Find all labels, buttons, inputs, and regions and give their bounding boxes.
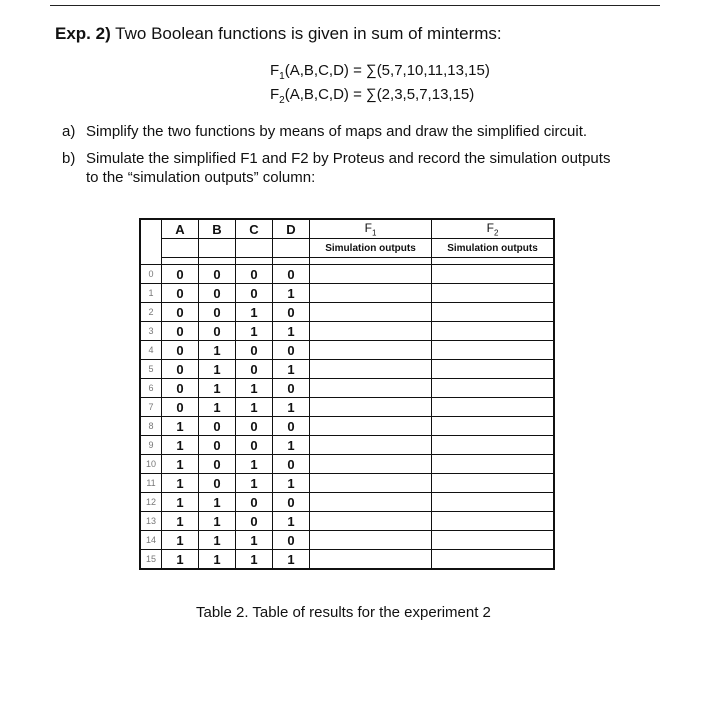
row-index: 7 xyxy=(140,398,162,417)
f1-output-cell[interactable] xyxy=(310,474,432,493)
top-rule xyxy=(50,5,660,6)
f1-output-cell[interactable] xyxy=(310,550,432,570)
cell-a: 0 xyxy=(162,360,199,379)
f1-output-cell[interactable] xyxy=(310,455,432,474)
table-row xyxy=(140,341,554,360)
cell-b: 0 xyxy=(199,322,236,341)
cell-d: 1 xyxy=(273,512,310,531)
table-row xyxy=(140,265,554,284)
item-b-line1: Simulate the simplified F1 and F2 by Proteus and record the simulation outputs xyxy=(86,150,611,167)
cell-a: 0 xyxy=(162,379,199,398)
cell-c: 1 xyxy=(236,303,273,322)
row-index: 15 xyxy=(140,550,162,570)
index-header xyxy=(140,219,162,239)
row-index: 4 xyxy=(140,341,162,360)
cell-d: 1 xyxy=(273,398,310,417)
equation-f2 xyxy=(270,86,723,106)
f2-sim-label: Simulation outputs xyxy=(432,239,555,258)
cell-a: 1 xyxy=(162,474,199,493)
cell-a: 1 xyxy=(162,436,199,455)
cell-c: 1 xyxy=(236,550,273,570)
cell-a: 0 xyxy=(162,265,199,284)
f1-output-cell[interactable] xyxy=(310,360,432,379)
cell-d: 0 xyxy=(273,303,310,322)
cell-d: 0 xyxy=(273,379,310,398)
cell-d: 0 xyxy=(273,341,310,360)
row-index: 10 xyxy=(140,455,162,474)
f2-output-cell[interactable] xyxy=(432,265,555,284)
cell-b: 1 xyxy=(199,550,236,570)
cell-a: 0 xyxy=(162,341,199,360)
f2-output-cell[interactable] xyxy=(432,341,555,360)
cell-d: 1 xyxy=(273,360,310,379)
cell-d: 1 xyxy=(273,322,310,341)
cell-c: 0 xyxy=(236,493,273,512)
f2-output-cell[interactable] xyxy=(432,322,555,341)
f1-sim-label: Simulation outputs xyxy=(310,239,432,258)
f1-output-cell[interactable] xyxy=(310,417,432,436)
cell-a: 1 xyxy=(162,417,199,436)
item-a-label: a) xyxy=(62,123,76,140)
item-a-text: Simplify the two functions by means of maps and draw the simplified circuit. xyxy=(86,123,588,140)
cell-c: 1 xyxy=(236,379,273,398)
f2-output-cell[interactable] xyxy=(432,436,555,455)
cell-b: 0 xyxy=(199,474,236,493)
cell-b: 0 xyxy=(199,455,236,474)
table-row xyxy=(140,398,554,417)
cell-c: 0 xyxy=(236,512,273,531)
f1-output-cell[interactable] xyxy=(310,341,432,360)
row-index: 3 xyxy=(140,322,162,341)
f2-output-cell[interactable] xyxy=(432,455,555,474)
table-row xyxy=(140,474,554,493)
row-index: 2 xyxy=(140,303,162,322)
cell-b: 0 xyxy=(199,284,236,303)
row-index: 9 xyxy=(140,436,162,455)
cell-c: 0 xyxy=(236,341,273,360)
row-index: 6 xyxy=(140,379,162,398)
f1-output-cell[interactable] xyxy=(310,493,432,512)
item-b-line2: to the “simulation outputs” column: xyxy=(86,169,316,186)
f1-output-cell[interactable] xyxy=(310,531,432,550)
table-row xyxy=(140,322,554,341)
experiment-text: Two Boolean functions is given in sum of minterms: xyxy=(115,24,502,43)
f1-output-cell[interactable] xyxy=(310,512,432,531)
table-row xyxy=(140,379,554,398)
table-row xyxy=(140,417,554,436)
table-row xyxy=(140,550,554,570)
table-row xyxy=(140,360,554,379)
cell-b: 1 xyxy=(199,512,236,531)
header-f2: $F_2$ xyxy=(432,219,555,239)
header-c: C xyxy=(236,219,273,239)
header-b: B xyxy=(199,219,236,239)
cell-c: 0 xyxy=(236,284,273,303)
cell-d: 1 xyxy=(273,284,310,303)
table-caption: Table 2. Table of results for the experiment 2 xyxy=(196,604,491,621)
f2-output-cell[interactable] xyxy=(432,303,555,322)
cell-d: 0 xyxy=(273,265,310,284)
cell-a: 0 xyxy=(162,322,199,341)
truth-table xyxy=(139,218,555,570)
row-index: 14 xyxy=(140,531,162,550)
equation-f1 xyxy=(270,62,723,82)
item-a xyxy=(62,122,587,141)
cell-a: 1 xyxy=(162,550,199,570)
cell-d: 0 xyxy=(273,417,310,436)
cell-a: 1 xyxy=(162,493,199,512)
f1-sub: 1 xyxy=(279,71,285,82)
f1-output-cell[interactable] xyxy=(310,265,432,284)
table-row xyxy=(140,436,554,455)
table-row xyxy=(140,455,554,474)
f2-sub: 2 xyxy=(279,95,285,106)
f2-output-cell[interactable] xyxy=(432,531,555,550)
cell-a: 1 xyxy=(162,512,199,531)
f2-output-cell[interactable] xyxy=(432,493,555,512)
cell-c: 1 xyxy=(236,474,273,493)
f2-output-cell[interactable] xyxy=(432,398,555,417)
cell-c: 1 xyxy=(236,398,273,417)
cell-b: 1 xyxy=(199,360,236,379)
row-index: 0 xyxy=(140,265,162,284)
cell-b: 1 xyxy=(199,379,236,398)
f2-output-cell[interactable] xyxy=(432,474,555,493)
cell-b: 1 xyxy=(199,398,236,417)
cell-d: 0 xyxy=(273,531,310,550)
cell-d: 0 xyxy=(273,455,310,474)
cell-c: 0 xyxy=(236,417,273,436)
cell-b: 0 xyxy=(199,436,236,455)
cell-c: 0 xyxy=(236,265,273,284)
header-d: D xyxy=(273,219,310,239)
f2-output-cell[interactable] xyxy=(432,512,555,531)
table-row xyxy=(140,493,554,512)
f1-output-cell[interactable] xyxy=(310,322,432,341)
f2-output-cell[interactable] xyxy=(432,284,555,303)
cell-a: 0 xyxy=(162,398,199,417)
f1-name: F xyxy=(270,62,280,79)
f2-output-cell[interactable] xyxy=(432,379,555,398)
cell-d: 0 xyxy=(273,493,310,512)
f1-output-cell[interactable] xyxy=(310,436,432,455)
table-row xyxy=(140,303,554,322)
table-row xyxy=(140,284,554,303)
f1-output-cell[interactable] xyxy=(310,303,432,322)
f1-output-cell[interactable] xyxy=(310,284,432,303)
cell-c: 0 xyxy=(236,436,273,455)
f2-output-cell[interactable] xyxy=(432,360,555,379)
cell-d: 1 xyxy=(273,550,310,570)
f2-name: F xyxy=(270,86,280,103)
f2-output-cell[interactable] xyxy=(432,417,555,436)
cell-b: 0 xyxy=(199,265,236,284)
item-b-label: b) xyxy=(62,150,76,167)
row-index: 11 xyxy=(140,474,162,493)
cell-a: 1 xyxy=(162,531,199,550)
f1-output-cell[interactable] xyxy=(310,398,432,417)
cell-c: 0 xyxy=(236,360,273,379)
cell-b: 0 xyxy=(199,303,236,322)
row-index: 13 xyxy=(140,512,162,531)
cell-c: 1 xyxy=(236,455,273,474)
cell-b: 1 xyxy=(199,493,236,512)
cell-b: 0 xyxy=(199,417,236,436)
table-row xyxy=(140,531,554,550)
cell-c: 1 xyxy=(236,322,273,341)
row-index: 5 xyxy=(140,360,162,379)
cell-b: 1 xyxy=(199,341,236,360)
cell-a: 0 xyxy=(162,284,199,303)
f2-minterms: (A,B,C,D) = ∑(2,3,5,7,13,15) xyxy=(284,86,475,103)
cell-d: 1 xyxy=(273,436,310,455)
row-index: 12 xyxy=(140,493,162,512)
row-index: 8 xyxy=(140,417,162,436)
row-index: 1 xyxy=(140,284,162,303)
f1-minterms: (A,B,C,D) = ∑(5,7,10,11,13,15) xyxy=(284,62,490,79)
cell-b: 1 xyxy=(199,531,236,550)
item-b xyxy=(62,149,610,187)
f1-output-cell[interactable] xyxy=(310,379,432,398)
f2-output-cell[interactable] xyxy=(432,550,555,570)
cell-a: 0 xyxy=(162,303,199,322)
cell-a: 1 xyxy=(162,455,199,474)
header-f1: $F_1$ xyxy=(310,219,432,239)
cell-d: 1 xyxy=(273,474,310,493)
experiment-label: Exp. 2) xyxy=(55,24,111,43)
cell-c: 1 xyxy=(236,531,273,550)
table-row xyxy=(140,512,554,531)
experiment-heading xyxy=(55,24,502,44)
header-a: A xyxy=(162,219,199,239)
